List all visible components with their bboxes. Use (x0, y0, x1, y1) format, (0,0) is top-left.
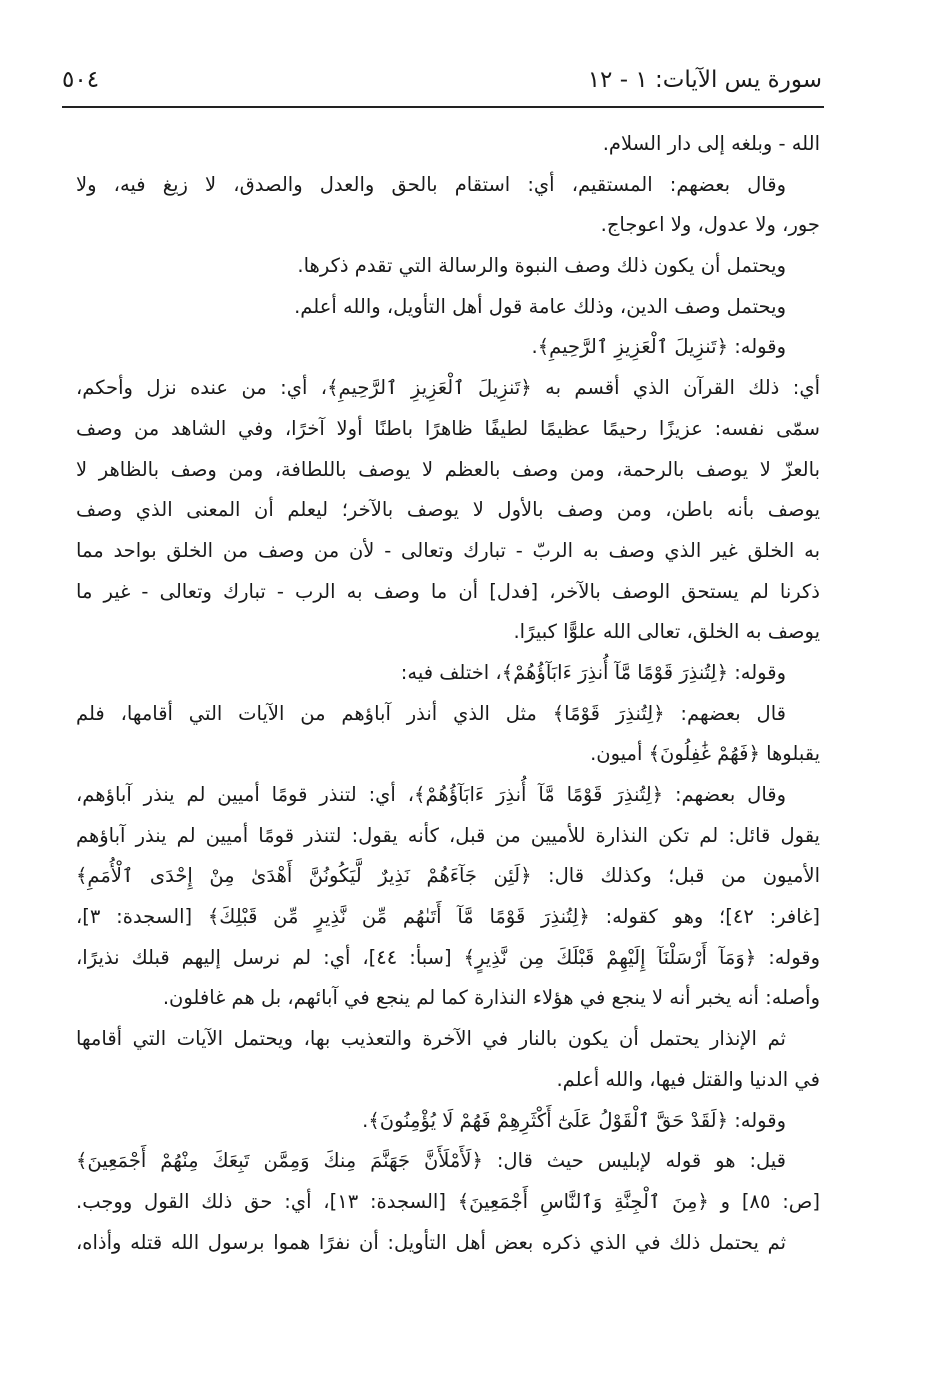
text-line: بالعزّ لا يوصف بالرحمة، ومن وصف بالعظم لا يوصف باللطافة، ومن وصف بالظاهر لا (76, 457, 820, 481)
text-line: وأصله: أنه يخبر أنه لا ينجع في هؤلاء النذارة كما لم ينجع في آبائهم، بل هم غافلون. (162, 986, 820, 1010)
text-line: ويحتمل أن يكون ذلك وصف النبوة والرسالة التي تقدم ذكرها. (297, 254, 786, 278)
text-line: وقوله: ﴿لَقَدْ حَقَّ ٱلْقَوْلُ عَلَىٰٓ أَكْثَرِهِمْ فَهُمْ لَا يُؤْمِنُونَ﴾. (362, 1108, 786, 1132)
text-line: الأميون من قبل؛ وكذلك قال: ﴿لَئِن جَآءَهُمْ نَذِيرٌ لَّيَكُونُنَّ أَهْدَىٰ مِنْ إِحْدَى ٱلْأُمَمِ﴾ (76, 864, 820, 888)
header-rule (62, 106, 824, 108)
running-title: سورة يس الآيات: ١ - ١٢ (587, 67, 822, 93)
text-line: وقوله: ﴿لِتُنذِرَ قَوْمًا مَّآ أُنذِرَ ءَابَآؤُهُمْ﴾، اختلف فيه: (400, 660, 786, 684)
text-line: أي: ذلك القرآن الذي أقسم به ﴿تَنزِيلَ ٱلْعَزِيزِ ٱلرَّحِيمِ﴾، أي: من عنده نزل وأحكم، (76, 376, 820, 400)
text-line: الله - وبلغه إلى دار السلام. (602, 132, 820, 155)
running-header (62, 58, 822, 102)
text-line: في الدنيا والقتل فيها، والله أعلم. (556, 1067, 820, 1091)
text-line: ذكرنا لم يستحق الوصف بالآخر، [فدل] أن ما وصف به الرب - تبارك وتعالى - غير ما (76, 579, 820, 603)
text-line: وقال بعضهم: ﴿لِتُنذِرَ قَوْمًا مَّآ أُنذِرَ ءَابَآؤُهُمْ﴾، أي: لتنذر قومًا أميين لم ينذر آباؤهم، (76, 783, 786, 806)
page-number: ٥٠٤ (62, 67, 100, 93)
text-line: يوصف به الخلق، تعالى الله علوًّا كبيرًا. (513, 620, 820, 644)
text-line: [ص: ٨٥] و ﴿مِنَ ٱلْجِنَّةِ وَٱلنَّاسِ أَجْمَعِينَ﴾ [السجدة: ١٣]، أي: حق ذلك القول ووجب. (76, 1189, 820, 1213)
text-line: يوصف بأنه باطن، ومن وصف بالأول لا يوصف بالآخر؛ ليعلم أن المعنى الذي وصف (76, 498, 820, 522)
text-line: [غافر: ٤٢]؛ وهو كقوله: ﴿لِتُنذِرَ قَوْمًا مَّآ أَتَىٰهُم مِّن نَّذِيرٍ مِّن قَبْلِكَ﴾ [السجدة: ٣]، (76, 905, 820, 929)
text-line: وقوله: ﴿تَنزِيلَ ٱلْعَزِيزِ ٱلرَّحِيمِ﴾. (531, 335, 786, 359)
text-line: وقوله: ﴿وَمَآ أَرْسَلْنَآ إِلَيْهِمْ قَبْلَكَ مِن نَّذِيرٍ﴾ [سبأ: ٤٤]، أي: لم نرسل إليهم قبلك نذيرًا، (76, 945, 820, 969)
text-line: به الخلق غير الذي وصف به الربّ - تبارك وتعالى - لأن من وصف من الخلق بواحد مما (76, 538, 820, 562)
text-line: قيل: هو قوله لإبليس حيث قال: ﴿لَأَمْلَأَنَّ جَهَنَّمَ مِنكَ وَمِمَّن تَبِعَكَ مِنْهُمْ أَجْمَعِينَ﴾ (76, 1149, 786, 1173)
text-line: ثم الإنذار يحتمل أن يكون بالنار في الآخرة والتعذيب بها، ويحتمل الآيات التي أقامها (76, 1027, 786, 1051)
text-line: سمّى نفسه: عزيزًا رحيمًا عظيمًا لطيفًا ظاهرًا باطنًا أولا آخرًا، وفي الشاهد من وصف (76, 416, 820, 440)
text-line: جور، ولا عدول، ولا اعوجاج. (600, 213, 820, 237)
text-line: ثم يحتمل ذلك في الذي ذكره بعض أهل التأويل: أن نفرًا هموا برسول الله قتله وأذاه، (76, 1230, 786, 1254)
text-line: قال بعضهم: ﴿لِتُنذِرَ قَوْمًا﴾ مثل الذي أنذر آباؤهم من الآيات التي أقامها، فلم (76, 701, 786, 725)
text-line: وقال بعضهم: المستقيم، أي: استقام بالحق والعدل والصدق، لا زيغ فيه، ولا (76, 172, 786, 196)
text-line: يقول قائل: لم تكن النذارة للأميين من قبل، كأنه يقول: لتنذر قومًا أميين لم ينذر آباؤهم (76, 823, 820, 847)
page-body (76, 124, 820, 1263)
text-line: يقبلوها ﴿فَهُمْ غَٰفِلُونَ﴾ أميون. (590, 742, 820, 766)
text-line: ويحتمل وصف الدين، وذلك عامة قول أهل التأويل، والله أعلم. (294, 294, 786, 318)
